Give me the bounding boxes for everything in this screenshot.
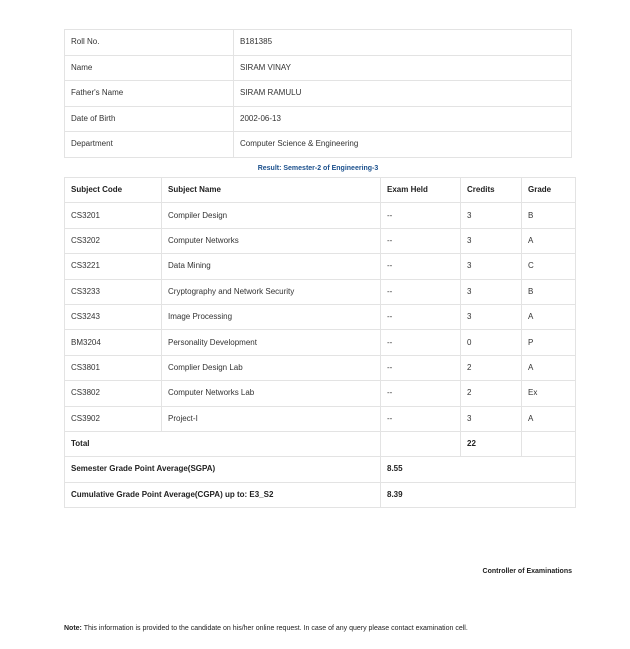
table-row [65, 203, 576, 228]
subject-name: Personality Development [162, 330, 381, 355]
credits: 0 [461, 330, 522, 355]
subject-code: CS3202 [65, 228, 162, 253]
total-row [65, 431, 576, 456]
credits: 3 [461, 279, 522, 304]
exam-held: -- [381, 203, 461, 228]
name-label: Name [65, 55, 234, 81]
dob-value: 2002-06-13 [234, 106, 572, 132]
exam-held: -- [381, 381, 461, 406]
info-row-father-name [65, 81, 572, 107]
grade: A [522, 355, 576, 380]
subject-name: Project-I [162, 406, 381, 431]
credits: 3 [461, 254, 522, 279]
sgpa-value: 8.55 [381, 457, 576, 482]
cgpa-row [65, 482, 576, 507]
grade: Ex [522, 381, 576, 406]
table-row [65, 381, 576, 406]
result-title: Result: Semester-2 of Engineering-3 [257, 165, 379, 172]
credits: 3 [461, 228, 522, 253]
department-label: Department [65, 132, 234, 158]
subject-name: Compiler Design [162, 203, 381, 228]
total-exam-held-cell [381, 431, 461, 456]
grade: P [522, 330, 576, 355]
subject-code: CS3902 [65, 406, 162, 431]
exam-held: -- [381, 228, 461, 253]
table-row [65, 228, 576, 253]
credits: 3 [461, 406, 522, 431]
sgpa-row [65, 457, 576, 482]
total-grade-cell [522, 431, 576, 456]
roll-no-label: Roll No. [65, 30, 234, 56]
credits: 2 [461, 381, 522, 406]
subject-code: CS3233 [65, 279, 162, 304]
info-row-roll-no [65, 30, 572, 56]
table-row [65, 330, 576, 355]
exam-held: -- [381, 355, 461, 380]
header-grade: Grade [522, 178, 576, 203]
note [64, 624, 468, 633]
grade: A [522, 304, 576, 329]
roll-no-value: B181385 [234, 30, 572, 56]
subject-name: Image Processing [162, 304, 381, 329]
name-value: SIRAM VINAY [234, 55, 572, 81]
table-row [65, 254, 576, 279]
subject-name: Computer Networks [162, 228, 381, 253]
header-subject-name: Subject Name [162, 178, 381, 203]
table-row [65, 304, 576, 329]
exam-held: -- [381, 406, 461, 431]
department-value: Computer Science & Engineering [234, 132, 572, 158]
subject-code: CS3801 [65, 355, 162, 380]
sgpa-label: Semester Grade Point Average(SGPA) [65, 457, 381, 482]
total-label: Total [65, 431, 381, 456]
subject-name: Computer Networks Lab [162, 381, 381, 406]
cgpa-value: 8.39 [381, 482, 576, 507]
table-row [65, 279, 576, 304]
cgpa-label: Cumulative Grade Point Average(CGPA) up to: E3_S2 [65, 482, 381, 507]
credits: 3 [461, 203, 522, 228]
header-exam-held: Exam Held [381, 178, 461, 203]
subject-name: Complier Design Lab [162, 355, 381, 380]
subject-code: BM3204 [65, 330, 162, 355]
subject-name: Cryptography and Network Security [162, 279, 381, 304]
grade: C [522, 254, 576, 279]
info-row-department [65, 132, 572, 158]
exam-held: -- [381, 279, 461, 304]
exam-held: -- [381, 330, 461, 355]
note-label: Note: [64, 625, 82, 632]
father-name-value: SIRAM RAMULU [234, 81, 572, 107]
total-credits: 22 [461, 431, 522, 456]
subject-code: CS3221 [65, 254, 162, 279]
grade: B [522, 203, 576, 228]
grade: A [522, 228, 576, 253]
table-row [65, 406, 576, 431]
dob-label: Date of Birth [65, 106, 234, 132]
subject-code: CS3802 [65, 381, 162, 406]
credits: 2 [461, 355, 522, 380]
header-subject-code: Subject Code [65, 178, 162, 203]
note-text: This information is provided to the candidate on his/her online request. In case of any query please contact examination cell. [81, 625, 468, 632]
info-row-name [65, 55, 572, 81]
subject-code: CS3243 [65, 304, 162, 329]
controller-of-examinations: Controller of Examinations [482, 568, 572, 575]
credits: 3 [461, 304, 522, 329]
results-table [64, 177, 576, 508]
results-header-row [65, 178, 576, 203]
subject-name: Data Mining [162, 254, 381, 279]
father-name-label: Father's Name [65, 81, 234, 107]
info-row-dob [65, 106, 572, 132]
grade: B [522, 279, 576, 304]
student-info-table [64, 29, 572, 158]
header-credits: Credits [461, 178, 522, 203]
subject-code: CS3201 [65, 203, 162, 228]
table-row [65, 355, 576, 380]
exam-held: -- [381, 304, 461, 329]
exam-held: -- [381, 254, 461, 279]
grade: A [522, 406, 576, 431]
